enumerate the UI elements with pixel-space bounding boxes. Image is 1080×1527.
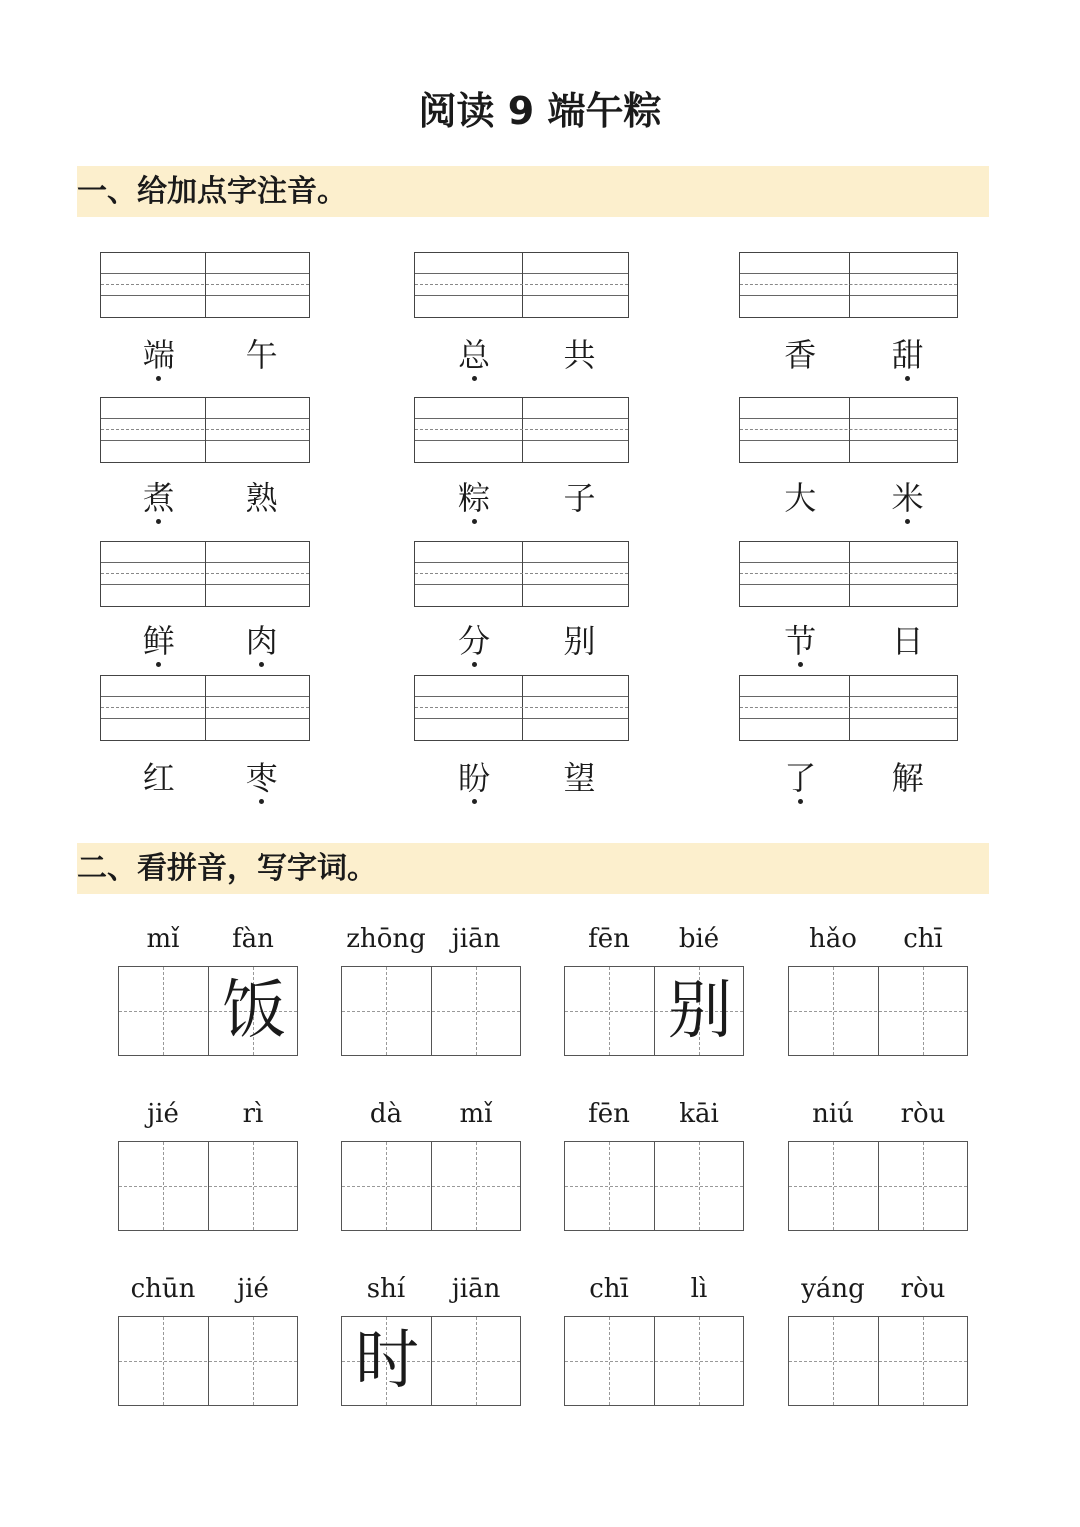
section2-label: 二、看拼音，写字词。 bbox=[77, 851, 377, 886]
pinyin-answer-box[interactable] bbox=[739, 252, 958, 318]
pinyin-label: kāi bbox=[679, 1099, 719, 1129]
section1-label: 一、给加点字注音。 bbox=[77, 174, 347, 209]
tianzige-grid[interactable] bbox=[788, 1141, 968, 1231]
word-character: 端 bbox=[129, 335, 189, 375]
pinyin-label: niú bbox=[812, 1099, 854, 1129]
word-character: 大 bbox=[784, 479, 817, 517]
word-character: 煮 bbox=[129, 478, 189, 518]
pinyin-label: ròu bbox=[900, 1099, 946, 1129]
pinyin-label: hǎo bbox=[809, 924, 857, 954]
pinyin-label: rì bbox=[242, 1099, 264, 1129]
pinyin-label: chī bbox=[589, 1274, 629, 1304]
word-character: 鲜 bbox=[129, 621, 189, 661]
pinyin-answer-box[interactable] bbox=[739, 397, 958, 463]
pinyin-label: ròu bbox=[900, 1274, 946, 1304]
word-character: 望 bbox=[563, 759, 596, 797]
word-character: 解 bbox=[891, 759, 924, 797]
pinyin-answer-box[interactable] bbox=[414, 675, 629, 741]
written-character: 时 bbox=[355, 1324, 419, 1398]
pinyin-answer-box[interactable] bbox=[100, 252, 310, 318]
tianzige-grid[interactable] bbox=[341, 1141, 521, 1231]
word-character: 分 bbox=[444, 621, 504, 661]
pinyin-label: dà bbox=[369, 1099, 403, 1129]
tianzige-grid[interactable] bbox=[564, 1141, 744, 1231]
word-character: 米 bbox=[878, 478, 938, 518]
word-character: 共 bbox=[563, 336, 596, 374]
tianzige-grid[interactable] bbox=[341, 1316, 521, 1406]
tianzige-grid[interactable] bbox=[788, 1316, 968, 1406]
pinyin-label: jiān bbox=[451, 924, 501, 954]
pinyin-label: mǐ bbox=[146, 924, 180, 954]
pinyin-answer-box[interactable] bbox=[100, 675, 310, 741]
tianzige-grid[interactable] bbox=[564, 966, 744, 1056]
word-character: 别 bbox=[563, 622, 596, 660]
pinyin-label: fàn bbox=[232, 924, 274, 954]
pinyin-label: chī bbox=[903, 924, 943, 954]
word-character: 香 bbox=[784, 336, 817, 374]
word-character: 盼 bbox=[444, 758, 504, 798]
pinyin-answer-box[interactable] bbox=[100, 541, 310, 607]
pinyin-answer-box[interactable] bbox=[739, 675, 958, 741]
word-character: 子 bbox=[563, 479, 596, 517]
pinyin-label: chūn bbox=[130, 1274, 196, 1304]
pinyin-label: fēn bbox=[588, 924, 630, 954]
pinyin-label: jiān bbox=[451, 1274, 501, 1304]
tianzige-grid[interactable] bbox=[118, 1316, 298, 1406]
pinyin-label: mǐ bbox=[459, 1099, 493, 1129]
pinyin-label: zhōng bbox=[346, 924, 426, 954]
pinyin-label: shí bbox=[366, 1274, 406, 1304]
tianzige-grid[interactable] bbox=[341, 966, 521, 1056]
pinyin-answer-box[interactable] bbox=[414, 541, 629, 607]
word-character: 肉 bbox=[232, 621, 292, 661]
pinyin-label: jié bbox=[237, 1274, 269, 1304]
pinyin-label: fēn bbox=[588, 1099, 630, 1129]
page-title: 阅读 9 端午粽 bbox=[418, 89, 662, 133]
pinyin-answer-box[interactable] bbox=[739, 541, 958, 607]
written-character: 饭 bbox=[222, 974, 286, 1048]
pinyin-label: yáng bbox=[801, 1274, 865, 1304]
word-character: 日 bbox=[891, 622, 924, 660]
pinyin-label: bié bbox=[678, 924, 720, 954]
word-character: 总 bbox=[444, 335, 504, 375]
pinyin-label: jié bbox=[147, 1099, 179, 1129]
word-character: 熟 bbox=[245, 479, 278, 517]
tianzige-grid[interactable] bbox=[118, 1141, 298, 1231]
word-character: 枣 bbox=[232, 758, 292, 798]
word-character: 红 bbox=[142, 759, 175, 797]
pinyin-answer-box[interactable] bbox=[414, 397, 629, 463]
word-character: 午 bbox=[245, 336, 278, 374]
written-character: 别 bbox=[668, 974, 732, 1048]
word-character: 甜 bbox=[878, 335, 938, 375]
pinyin-answer-box[interactable] bbox=[414, 252, 629, 318]
word-character: 了 bbox=[770, 758, 830, 798]
pinyin-label: lì bbox=[690, 1274, 708, 1304]
tianzige-grid[interactable] bbox=[118, 966, 298, 1056]
pinyin-answer-box[interactable] bbox=[100, 397, 310, 463]
word-character: 粽 bbox=[444, 478, 504, 518]
tianzige-grid[interactable] bbox=[564, 1316, 744, 1406]
word-character: 节 bbox=[770, 621, 830, 661]
tianzige-grid[interactable] bbox=[788, 966, 968, 1056]
